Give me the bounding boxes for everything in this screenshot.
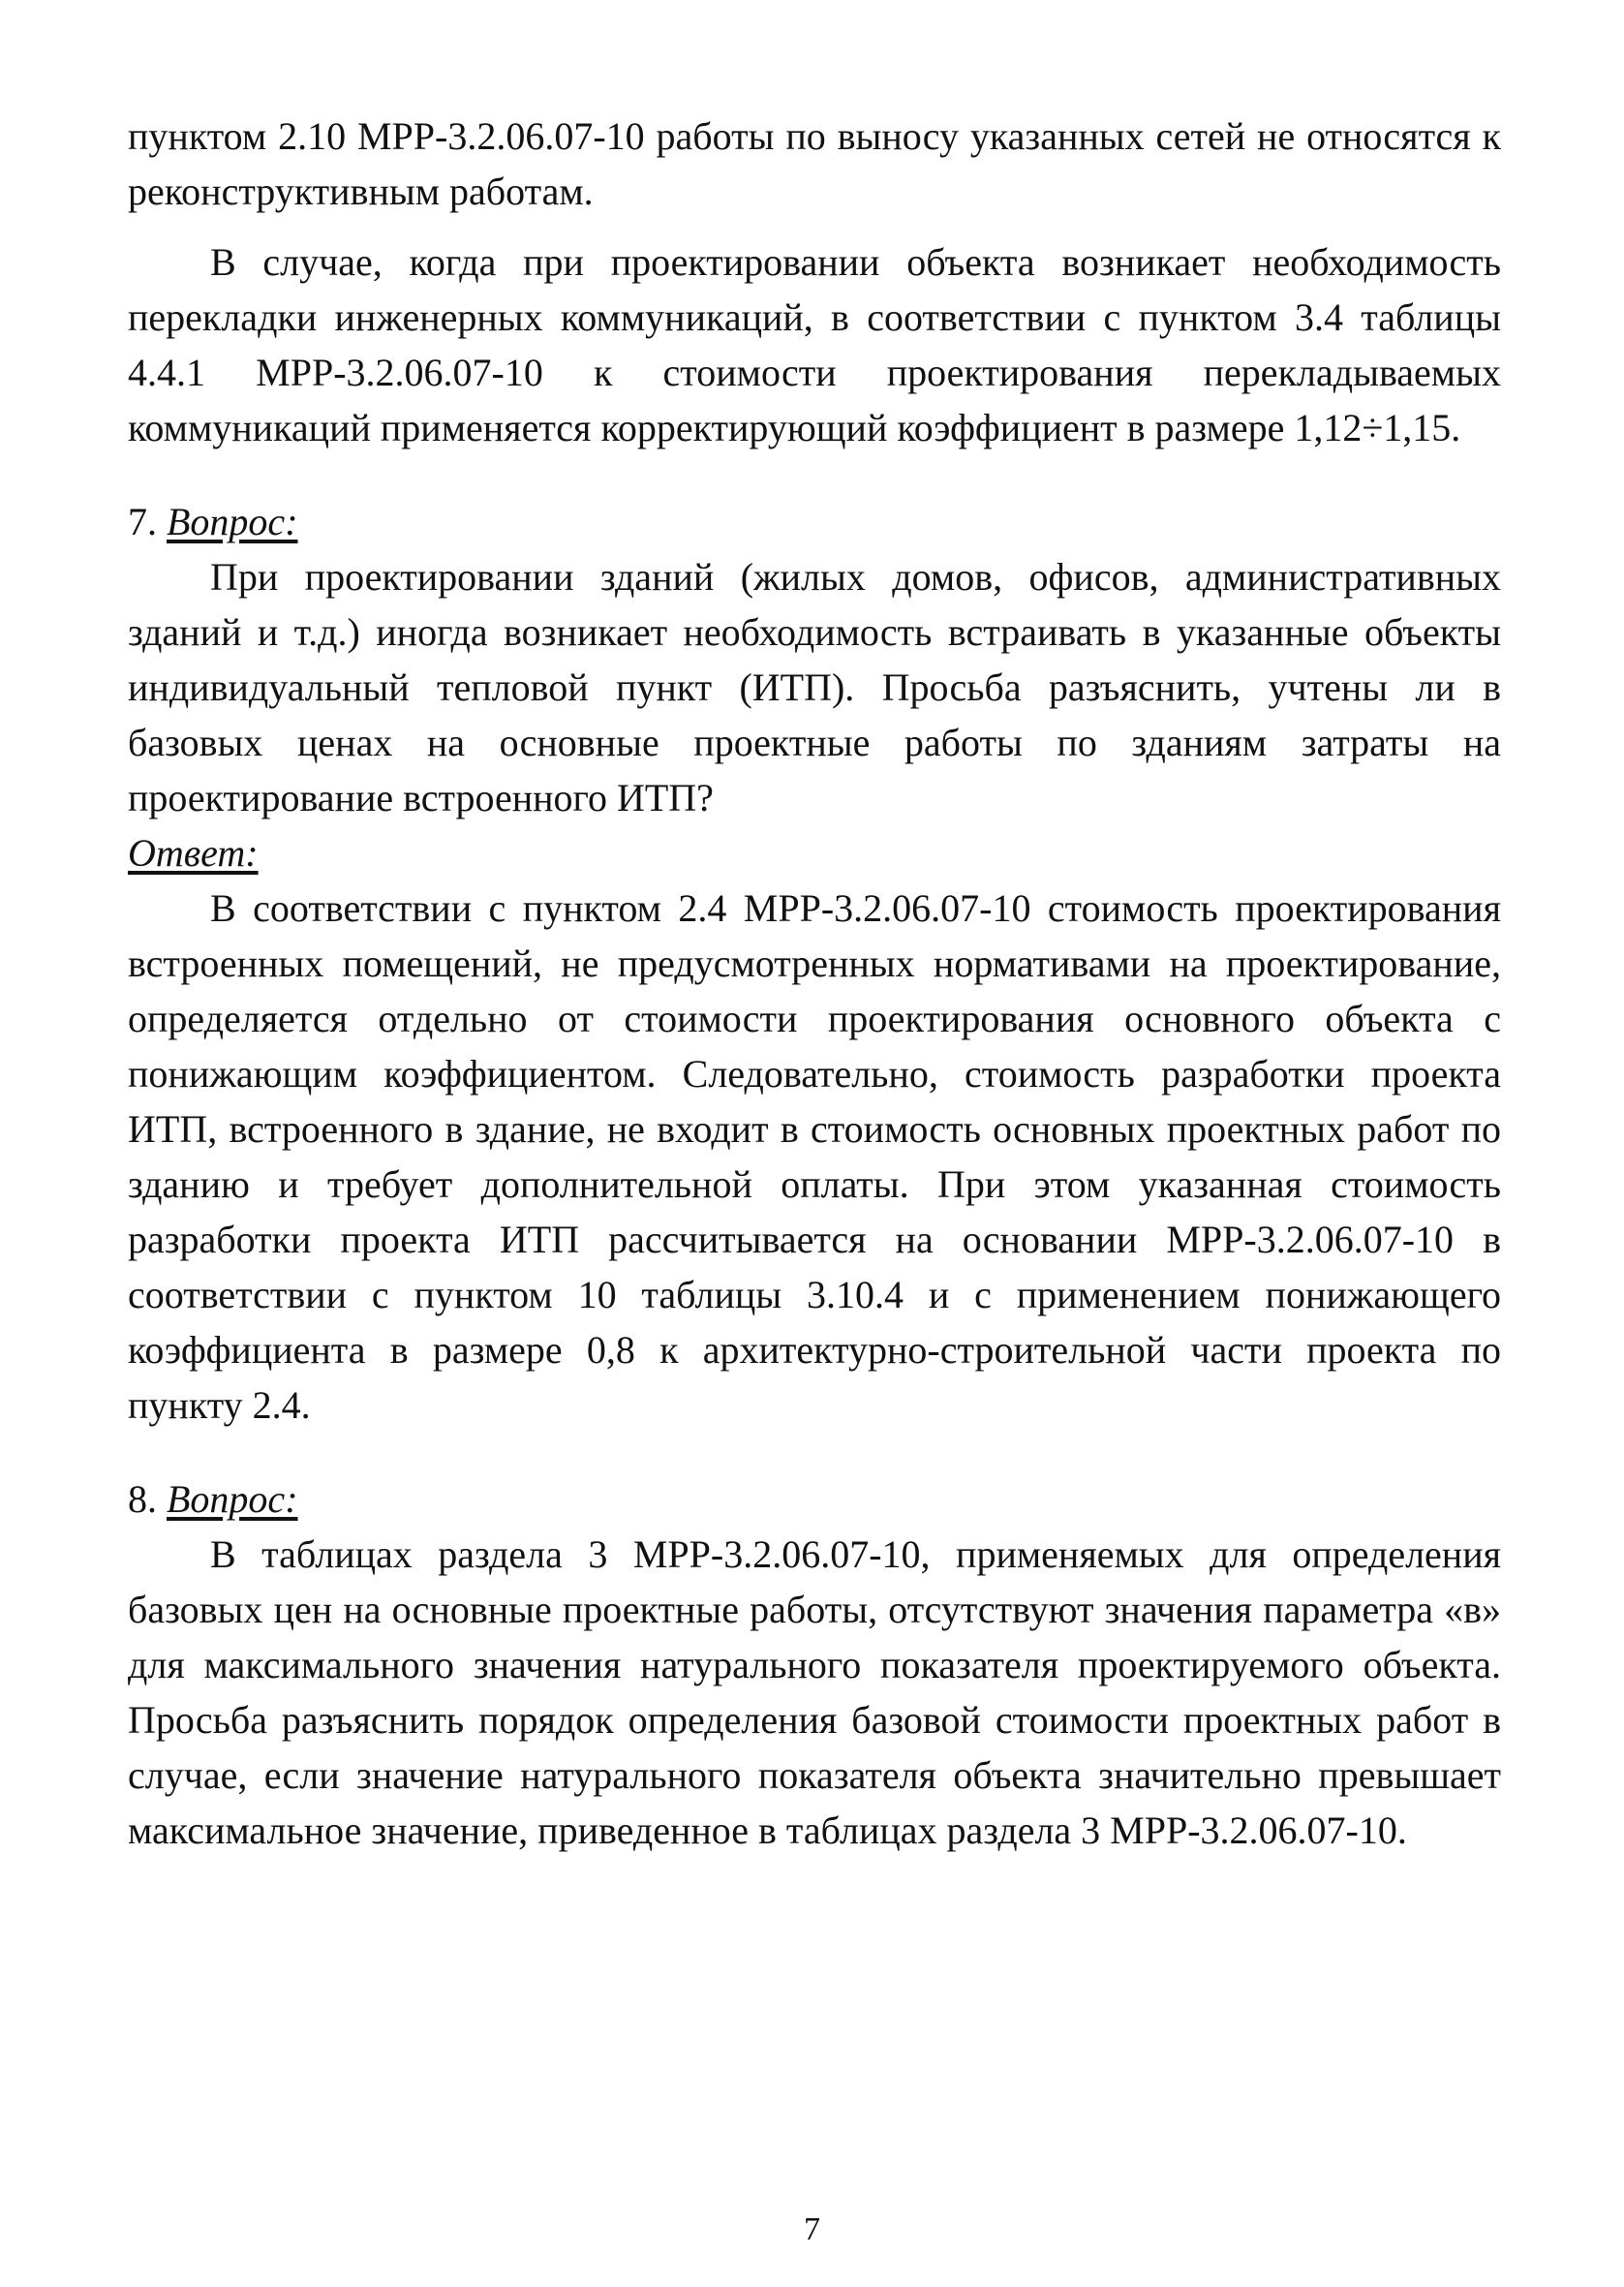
question-7-number: 7. [128, 500, 157, 543]
page-body [128, 108, 1501, 1858]
answer-7-text: В соответствии с пунктом 2.4 МРР-3.2.06.07-10 стоимость проектирования встроенных помещений, не предусмотренных нормативами на проектирование, определяется отдельно от стоимости проектирования основного объекта с понижающим коэффициентом. Следовательно, стоимость разработки проекта ИТП, встроенного в здание, не входит в стоимость основных проектных работ по зданию и требует дополнительной оплаты. При этом указанная стоимость разработки проекта ИТП рассчитывается на основании МРР-3.2.06.07-10 в соответствии с пунктом 10 таблицы 3.10.4 и с применением понижающего коэффициента в размере 0,8 к архитектурно-строительной части проекта по пункту 2.4. [128, 886, 1501, 1427]
question-8-label: Вопрос: [167, 1477, 298, 1521]
question-7-text: При проектировании зданий (жилых домов, офисов, административных зданий и т.д.) иногда возникает необходимость встраивать в указанные объекты индивидуальный тепловой пункт (ИТП). Просьба разъяснить, учтены ли в базовых ценах на основные проектные работы по зданиям затраты на проектирование встроенного ИТП? [128, 555, 1501, 819]
question-7-label: Вопрос: [167, 500, 298, 543]
answer-7-heading [128, 825, 1501, 881]
page-number: 7 [804, 2211, 820, 2247]
intro-paragraph-2: В случае, когда при проектировании объекта возникает необходимость перекладки инженерных коммуникаций, в соответствии с пунктом 3.4 таблицы 4.4.1 МРР-3.2.06.07-10 к стоимости проектирования перекладываемых коммуникаций применяется корректирующий коэффициент в размере 1,12÷1,15. [128, 240, 1501, 449]
answer-7-label: Ответ: [128, 831, 259, 875]
question-8-text: В таблицах раздела 3 МРР-3.2.06.07-10, применяемых для определения базовых цен на основные проектные работы, отсутствуют значения параметра «в» для максимального значения натурального показателя проектируемого объекта. Просьба разъяснить порядок определения базовой стоимости проектных работ в случае, если значение натурального показателя объекта значительно превышает максимальное значение, приведенное в таблицах раздела 3 МРР-3.2.06.07-10. [128, 1532, 1501, 1852]
question-8-number: 8. [128, 1477, 157, 1521]
question-8-heading [128, 1471, 1501, 1527]
intro-paragraph-1: пунктом 2.10 МРР-3.2.06.07-10 работы по выносу указанных сетей не относятся к реконструктивным работам. [128, 114, 1501, 213]
question-7-heading [128, 494, 1501, 549]
